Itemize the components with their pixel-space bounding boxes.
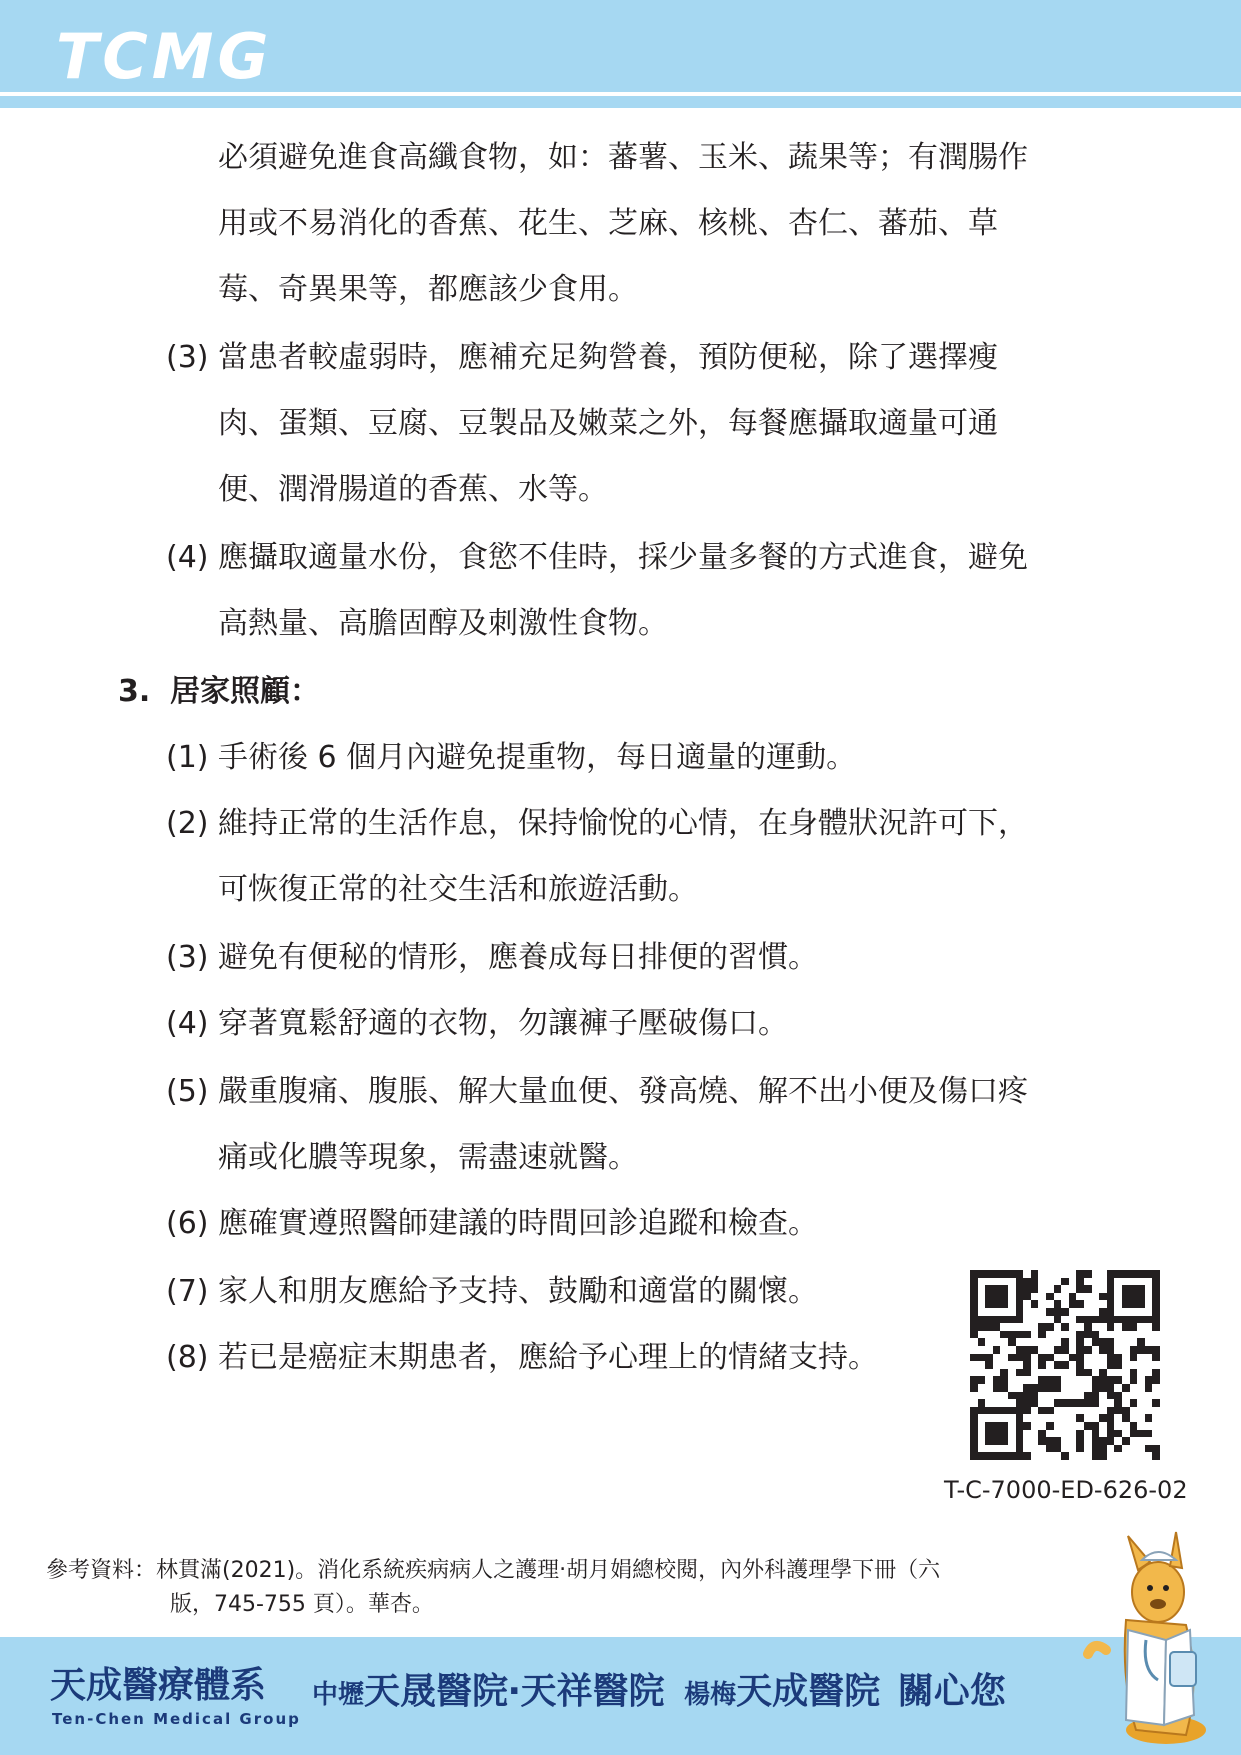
reference <box>46 1554 940 1622</box>
item-text: 便、潤滑腸道的香蕉、水等。 <box>218 472 608 507</box>
qr-code[interactable] <box>970 1270 1160 1460</box>
item-text: 可恢復正常的社交生活和旅遊活動。 <box>218 872 698 907</box>
list-item <box>166 338 998 378</box>
item-text: 應攝取適量水份，食慾不佳時，採少量多餐的方式進食，避免 <box>218 540 1028 575</box>
item-text: 維持正常的生活作息，保持愉悅的心情，在身體狀況許可下， <box>218 806 1028 841</box>
item-number: (1) <box>166 740 209 775</box>
document-code: T-C-7000-ED-626-02 <box>944 1476 1188 1504</box>
list-item <box>166 1004 788 1044</box>
item-number: (8) <box>166 1340 209 1375</box>
intro-line: 用或不易消化的香蕉、花生、芝麻、核桃、杏仁、蕃茄、草 <box>218 206 998 241</box>
reference-line-1: 參考資料：林貫滿(2021)。消化系統疾病病人之護理‧胡月娟總校閱，內外科護理學下冊（六 <box>46 1558 941 1583</box>
footer-brand-en: Ten-Chen Medical Group <box>52 1710 301 1728</box>
item-number: (3) <box>166 340 209 375</box>
list-item <box>166 1072 1028 1112</box>
item-number: (2) <box>166 806 209 841</box>
section-title: 居家照顧： <box>170 674 320 709</box>
item-text: 痛或化膿等現象，需盡速就醫。 <box>218 1140 638 1175</box>
list-item <box>166 738 856 778</box>
footer-location-1: 中壢 <box>312 1680 365 1710</box>
item-text: 當患者較虛弱時，應補充足夠營養，預防便秘，除了選擇瘦 <box>218 340 998 375</box>
footer-slogan: 關心您 <box>897 1671 1006 1712</box>
reference-line-2: 版，745-755 頁）。華杏。 <box>170 1592 434 1617</box>
item-text: 高熱量、高膽固醇及刺激性食物。 <box>218 606 668 641</box>
list-item <box>166 538 1028 578</box>
footer-brand: 天成醫療體系 <box>50 1665 267 1706</box>
item-text: 嚴重腹痛、腹脹、解大量血便、發高燒、解不出小便及傷口疼 <box>218 1074 1028 1109</box>
kangaroo-doctor-mascot-icon <box>1066 1530 1226 1750</box>
header-rule <box>0 96 1241 108</box>
intro-line: 必須避免進食高纖食物，如：蕃薯、玉米、蔬果等；有潤腸作 <box>218 140 1028 175</box>
item-text: 應確實遵照醫師建議的時間回診追蹤和檢查。 <box>218 1206 818 1241</box>
item-number: (5) <box>166 1074 209 1109</box>
list-item <box>166 1338 878 1378</box>
section-heading <box>118 672 320 712</box>
list-item <box>166 1204 818 1244</box>
item-text: 穿著寬鬆舒適的衣物，勿讓褲子壓破傷口。 <box>218 1006 788 1041</box>
item-text: 家人和朋友應給予支持、鼓勵和適當的關懷。 <box>218 1274 818 1309</box>
footer-location-2: 楊梅 <box>684 1680 737 1710</box>
footer-hospitals-1: 天晟醫院‧天祥醫院 <box>364 1671 665 1712</box>
item-text: 若已是癌症末期患者，應給予心理上的情緒支持。 <box>218 1340 878 1375</box>
list-item <box>166 1272 818 1312</box>
item-text: 肉、蛋類、豆腐、豆製品及嫩菜之外，每餐應攝取適量可通 <box>218 406 998 441</box>
footer-hospitals-2: 天成醫院 <box>736 1671 881 1712</box>
item-number: (6) <box>166 1206 209 1241</box>
item-number: (4) <box>166 1006 209 1041</box>
tcmg-logo: TCMG <box>56 20 273 93</box>
item-number: (7) <box>166 1274 209 1309</box>
item-number: (4) <box>166 540 209 575</box>
intro-line: 莓、奇異果等，都應該少食用。 <box>218 272 638 307</box>
list-item <box>166 938 818 978</box>
section-number: 3. <box>118 674 151 709</box>
item-text: 避免有便秘的情形，應養成每日排便的習慣。 <box>218 940 818 975</box>
footer-hospitals <box>312 1672 1006 1718</box>
item-text: 手術後 6 個月內避免提重物，每日適量的運動。 <box>218 740 857 775</box>
list-item <box>166 804 1028 844</box>
item-number: (3) <box>166 940 209 975</box>
